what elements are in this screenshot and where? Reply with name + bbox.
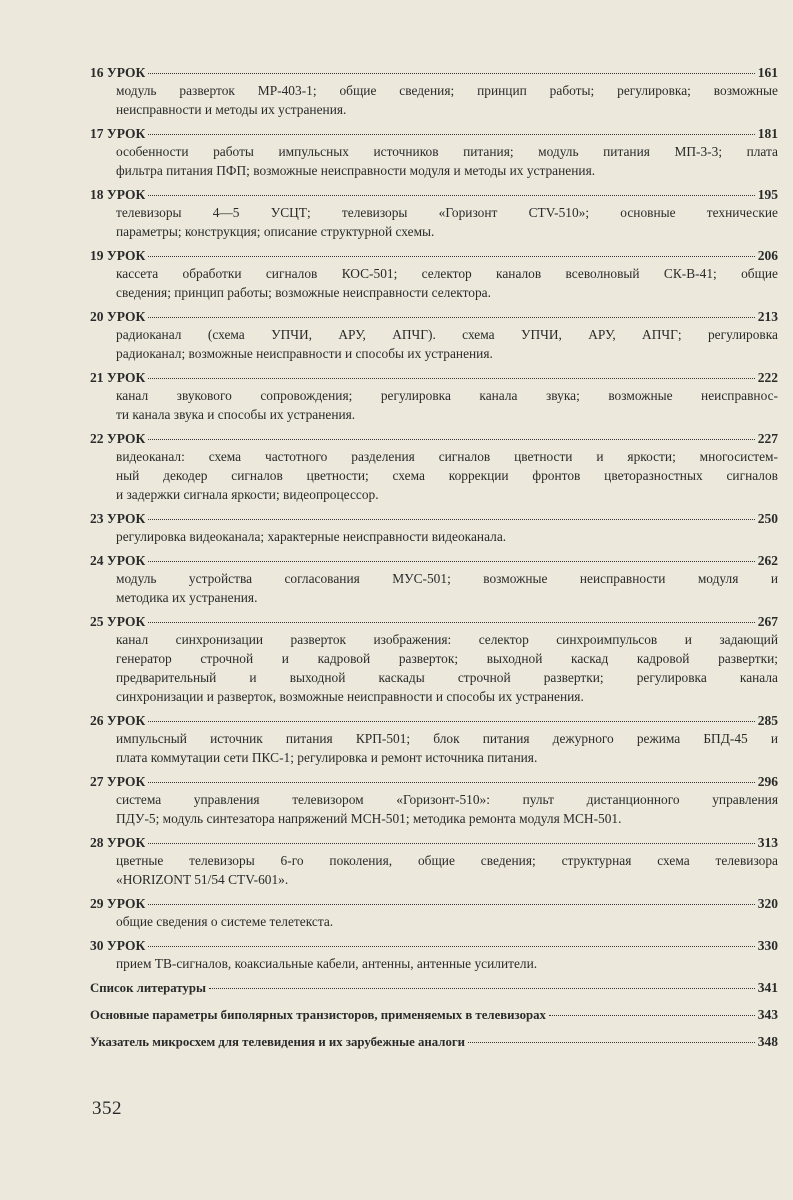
toc-appendix-entry [90,1033,778,1051]
appendix-title: Указатель микросхем для телевидения и их зарубежные аналоги [90,1035,466,1049]
lesson-page-number: 213 [757,309,778,324]
lesson-page-number: 181 [757,126,778,141]
lesson-title: 25 УРОК [90,614,146,629]
description-line: радиоканал (схема УПЧИ, АРУ, АПЧГ). схема УПЧИ, АРУ, АПЧГ; регулировка [116,327,778,342]
description-line: параметры; конструкция; описание структурной схемы. [116,224,435,239]
lesson-page-number: 195 [757,187,778,202]
dot-leader [148,256,755,257]
toc-entry [90,773,778,828]
toc-entry [90,308,778,363]
appendix-title: Основные параметры биполярных транзисторов, применяемых в телевизорах [90,1008,546,1022]
lesson-title: 17 УРОК [90,126,146,141]
lesson-title: 21 УРОК [90,370,146,385]
description-line: ти канала звука и способы их устранения. [116,407,356,422]
lesson-description [116,264,778,302]
lesson-title: 20 УРОК [90,309,146,324]
toc-heading-line [90,510,778,527]
description-line: методика их устранения. [116,590,258,605]
toc-heading-line [90,895,778,912]
toc-entry [90,895,778,931]
dot-leader [148,317,755,318]
appendix-page-number: 343 [757,1007,778,1022]
toc-heading-line [90,1006,778,1024]
lesson-title: 27 УРОК [90,774,146,789]
description-line: канал синхронизации разверток изображения: селектор синхроимпульсов и задающий [116,632,778,647]
description-line: ПДУ-5; модуль синтезатора напряжений МСН-501; методика ремонта модуля МСН-501. [116,811,622,826]
appendix-page-number: 348 [757,1034,778,1049]
dot-leader [148,195,755,196]
lesson-description [116,447,778,504]
appendix-title: Список литературы [90,981,206,995]
lesson-page-number: 320 [757,896,778,911]
lesson-title: 16 УРОК [90,65,146,80]
dot-leader [148,561,755,562]
toc-appendix-entry [90,979,778,997]
description-line: генератор строчной и кадровой разверток; выходной каскад кадровой развертки; [116,651,778,666]
description-line: радиоканал; возможные неисправности и способы их устранения. [116,346,493,361]
toc-entry [90,937,778,973]
lesson-description [116,325,778,363]
description-line: предварительный и выходной каскады строчной развертки; регулировка канала [116,670,778,685]
dot-leader [148,904,755,905]
lesson-page-number: 262 [757,553,778,568]
toc-entry [90,552,778,607]
dot-leader [148,622,755,623]
lesson-description [116,569,778,607]
page-number: 352 [92,1098,122,1119]
lesson-description [116,790,778,828]
dot-leader [468,1042,755,1043]
lesson-title: 29 УРОК [90,896,146,911]
lesson-title: 30 УРОК [90,938,146,953]
toc-heading-line [90,979,778,997]
toc-entry [90,125,778,180]
dot-leader [148,721,755,722]
lesson-description [116,851,778,889]
toc-heading-line [90,125,778,142]
description-line: система управления телевизором «Горизонт-510»: пульт дистанционного управления [116,792,778,807]
toc-heading-line [90,773,778,790]
lesson-description [116,203,778,241]
description-line: модуль разверток МР-403-1; общие сведения; принцип работы; регулировка; возможные [116,83,778,98]
lesson-page-number: 161 [757,65,778,80]
toc-heading-line [90,64,778,81]
lesson-title: 22 УРОК [90,431,146,446]
description-line: видеоканал: схема частотного разделения сигналов цветности и яркости; многосистем- [116,449,778,464]
dot-leader [549,1015,755,1016]
toc-heading-line [90,937,778,954]
description-line: регулировка видеоканала; характерные неисправности видеоканала. [116,529,507,544]
lesson-description [116,912,778,931]
toc-heading-line [90,834,778,851]
description-line: неисправности и методы их устранения. [116,102,347,117]
dot-leader [148,843,755,844]
lesson-page-number: 250 [757,511,778,526]
toc-heading-line [90,1033,778,1051]
appendix-page-number: 341 [757,980,778,995]
table-of-contents [90,64,778,1060]
lesson-page-number: 227 [757,431,778,446]
toc-heading-line [90,552,778,569]
lesson-title: 23 УРОК [90,511,146,526]
toc-entry [90,430,778,504]
toc-heading-line [90,369,778,386]
description-line: и задержки сигнала яркости; видеопроцессор. [116,487,379,502]
toc-heading-line [90,247,778,264]
lesson-page-number: 267 [757,614,778,629]
description-line: кассета обработки сигналов КОС-501; селектор каналов всеволновый СК-В-41; общие [116,266,778,281]
toc-entry [90,712,778,767]
description-line: синхронизации и разверток, возможные неисправности и способы их устранения. [116,689,584,704]
toc-entry [90,510,778,546]
toc-heading-line [90,308,778,325]
lesson-description [116,954,778,973]
lesson-description [116,527,778,546]
dot-leader [148,378,755,379]
lesson-title: 19 УРОК [90,248,146,263]
lesson-title: 26 УРОК [90,713,146,728]
lesson-page-number: 206 [757,248,778,263]
toc-heading-line [90,613,778,630]
description-line: особенности работы импульсных источников питания; модуль питания МП-3-3; плата [116,144,778,159]
description-line: общие сведения о системе телетекста. [116,914,334,929]
description-line: модуль устройства согласования МУС-501; возможные неисправности модуля и [116,571,778,586]
toc-entry [90,186,778,241]
lesson-page-number: 285 [757,713,778,728]
description-line: плата коммутации сети ПКС-1; регулировка и ремонт источника питания. [116,750,538,765]
description-line: прием ТВ-сигналов, коаксиальные кабели, антенны, антенные усилители. [116,956,538,971]
description-line: фильтра питания ПФП; возможные неисправности модуля и методы их устранения. [116,163,596,178]
toc-heading-line [90,430,778,447]
toc-entry [90,369,778,424]
lesson-description [116,142,778,180]
dot-leader [209,988,755,989]
lesson-title: 24 УРОК [90,553,146,568]
description-line: импульсный источник питания КРП-501; блок питания дежурного режима БПД-45 и [116,731,778,746]
lesson-page-number: 313 [757,835,778,850]
lesson-description [116,630,778,706]
lesson-description [116,386,778,424]
toc-heading-line [90,712,778,729]
lesson-page-number: 296 [757,774,778,789]
dot-leader [148,439,755,440]
lesson-description [116,729,778,767]
lesson-description [116,81,778,119]
description-line: «HORIZONT 51/54 CTV-601». [116,872,289,887]
lesson-page-number: 330 [757,938,778,953]
lesson-page-number: 222 [757,370,778,385]
toc-heading-line [90,186,778,203]
dot-leader [148,73,755,74]
lesson-title: 28 УРОК [90,835,146,850]
dot-leader [148,134,755,135]
description-line: сведения; принцип работы; возможные неисправности селектора. [116,285,491,300]
toc-entry [90,613,778,706]
toc-entry [90,834,778,889]
description-line: канал звукового сопровождения; регулировка канала звука; возможные неисправнос- [116,388,778,403]
dot-leader [148,946,755,947]
lesson-title: 18 УРОК [90,187,146,202]
dot-leader [148,782,755,783]
toc-entry [90,247,778,302]
dot-leader [148,519,755,520]
toc-appendix-entry [90,1006,778,1024]
toc-entry [90,64,778,119]
description-line: цветные телевизоры 6-го поколения, общие сведения; структурная схема телевизора [116,853,778,868]
description-line: телевизоры 4—5 УСЦТ; телевизоры «Горизонт CTV-510»; основные технические [116,205,778,220]
description-line: ный декодер сигналов цветности; схема коррекции фронтов цветоразностных сигналов [116,468,778,483]
